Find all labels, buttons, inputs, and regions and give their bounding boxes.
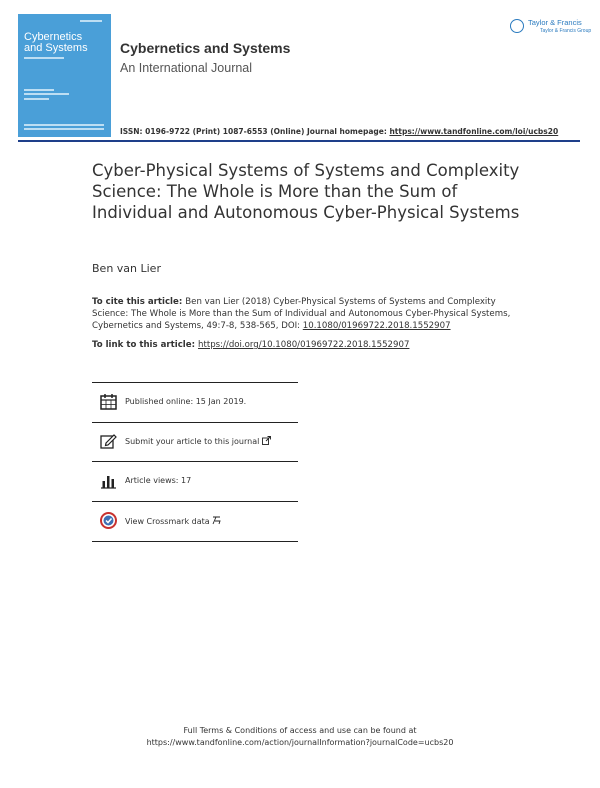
journal-title: Cybernetics and Systems bbox=[120, 40, 291, 56]
submit-article-box[interactable] bbox=[92, 422, 298, 462]
publisher-logo-text: Taylor & Francis bbox=[528, 18, 582, 27]
submit-article-text: Submit your article to this journal bbox=[125, 437, 260, 446]
crossmark-box[interactable] bbox=[92, 502, 298, 542]
publisher-group-text: Taylor & Francis Group bbox=[540, 28, 592, 34]
article-views-box bbox=[92, 462, 298, 502]
cover-decoration bbox=[24, 57, 64, 59]
header-divider bbox=[18, 140, 580, 142]
article-doi-link[interactable]: https://doi.org/10.1080/01969722.2018.1552907 bbox=[198, 340, 410, 350]
cover-decoration bbox=[24, 98, 49, 100]
citation-text: Ben van Lier (2018) Cyber-Physical Systems of Systems and Complexity Science: The Whole is More than the Sum of Individual and Autonomous Cyber-Physical Systems, Cybernetics and Systems, 49:7-8, 538-565, DOI: bbox=[92, 297, 511, 331]
citation-block bbox=[92, 296, 532, 332]
citation-doi-link[interactable]: 10.1080/01969722.2018.1552907 bbox=[302, 321, 451, 331]
issn-text: ISSN: 0196-9722 (Print) 1087-6553 (Online) Journal homepage: bbox=[120, 127, 390, 136]
article-link-label: To link to this article: bbox=[92, 340, 199, 350]
published-online-box bbox=[92, 382, 298, 423]
crossmark-link[interactable] bbox=[125, 516, 221, 526]
issn-line bbox=[120, 127, 558, 136]
cover-title-line2: and Systems bbox=[24, 42, 88, 54]
bar-chart-icon bbox=[100, 472, 117, 489]
journal-cover-thumbnail bbox=[18, 14, 111, 137]
crossmark-icon bbox=[100, 512, 117, 529]
journal-subtitle: An International Journal bbox=[120, 61, 253, 75]
cover-decoration bbox=[80, 20, 102, 22]
journal-homepage-link[interactable]: https://www.tandfonline.com/loi/ucbs20 bbox=[389, 127, 559, 136]
publisher-logo-icon bbox=[510, 19, 524, 33]
cover-decoration bbox=[24, 124, 104, 126]
terms-footer-link[interactable]: https://www.tandfonline.com/action/journalInformation?journalCode=ucbs20 bbox=[146, 738, 454, 747]
article-title: Cyber-Physical Systems of Systems and Complexity Science: The Whole is More than the Sum of Individual and Autonomous Cyber-Physical Systems bbox=[92, 161, 520, 222]
terms-footer-line1: Full Terms & Conditions of access and use can be found at bbox=[183, 726, 417, 735]
calendar-icon bbox=[100, 393, 117, 410]
cover-title bbox=[24, 32, 88, 54]
submit-article-link[interactable] bbox=[125, 436, 271, 446]
cover-decoration bbox=[24, 93, 69, 95]
cover-decoration bbox=[24, 128, 104, 130]
cover-title-line1: Cybernetics bbox=[24, 31, 83, 43]
crossmark-text: View Crossmark data bbox=[125, 517, 210, 526]
published-online-text: Published online: 15 Jan 2019. bbox=[125, 397, 247, 406]
publisher-logo bbox=[510, 16, 592, 46]
article-author: Ben van Lier bbox=[92, 262, 161, 275]
article-link-line bbox=[92, 340, 409, 350]
article-views-text: Article views: 17 bbox=[125, 476, 192, 485]
external-link-icon bbox=[262, 436, 271, 445]
edit-icon bbox=[100, 432, 117, 449]
external-link-icon bbox=[212, 516, 221, 525]
citation-label: To cite this article: bbox=[92, 297, 186, 307]
cover-decoration bbox=[24, 89, 54, 91]
